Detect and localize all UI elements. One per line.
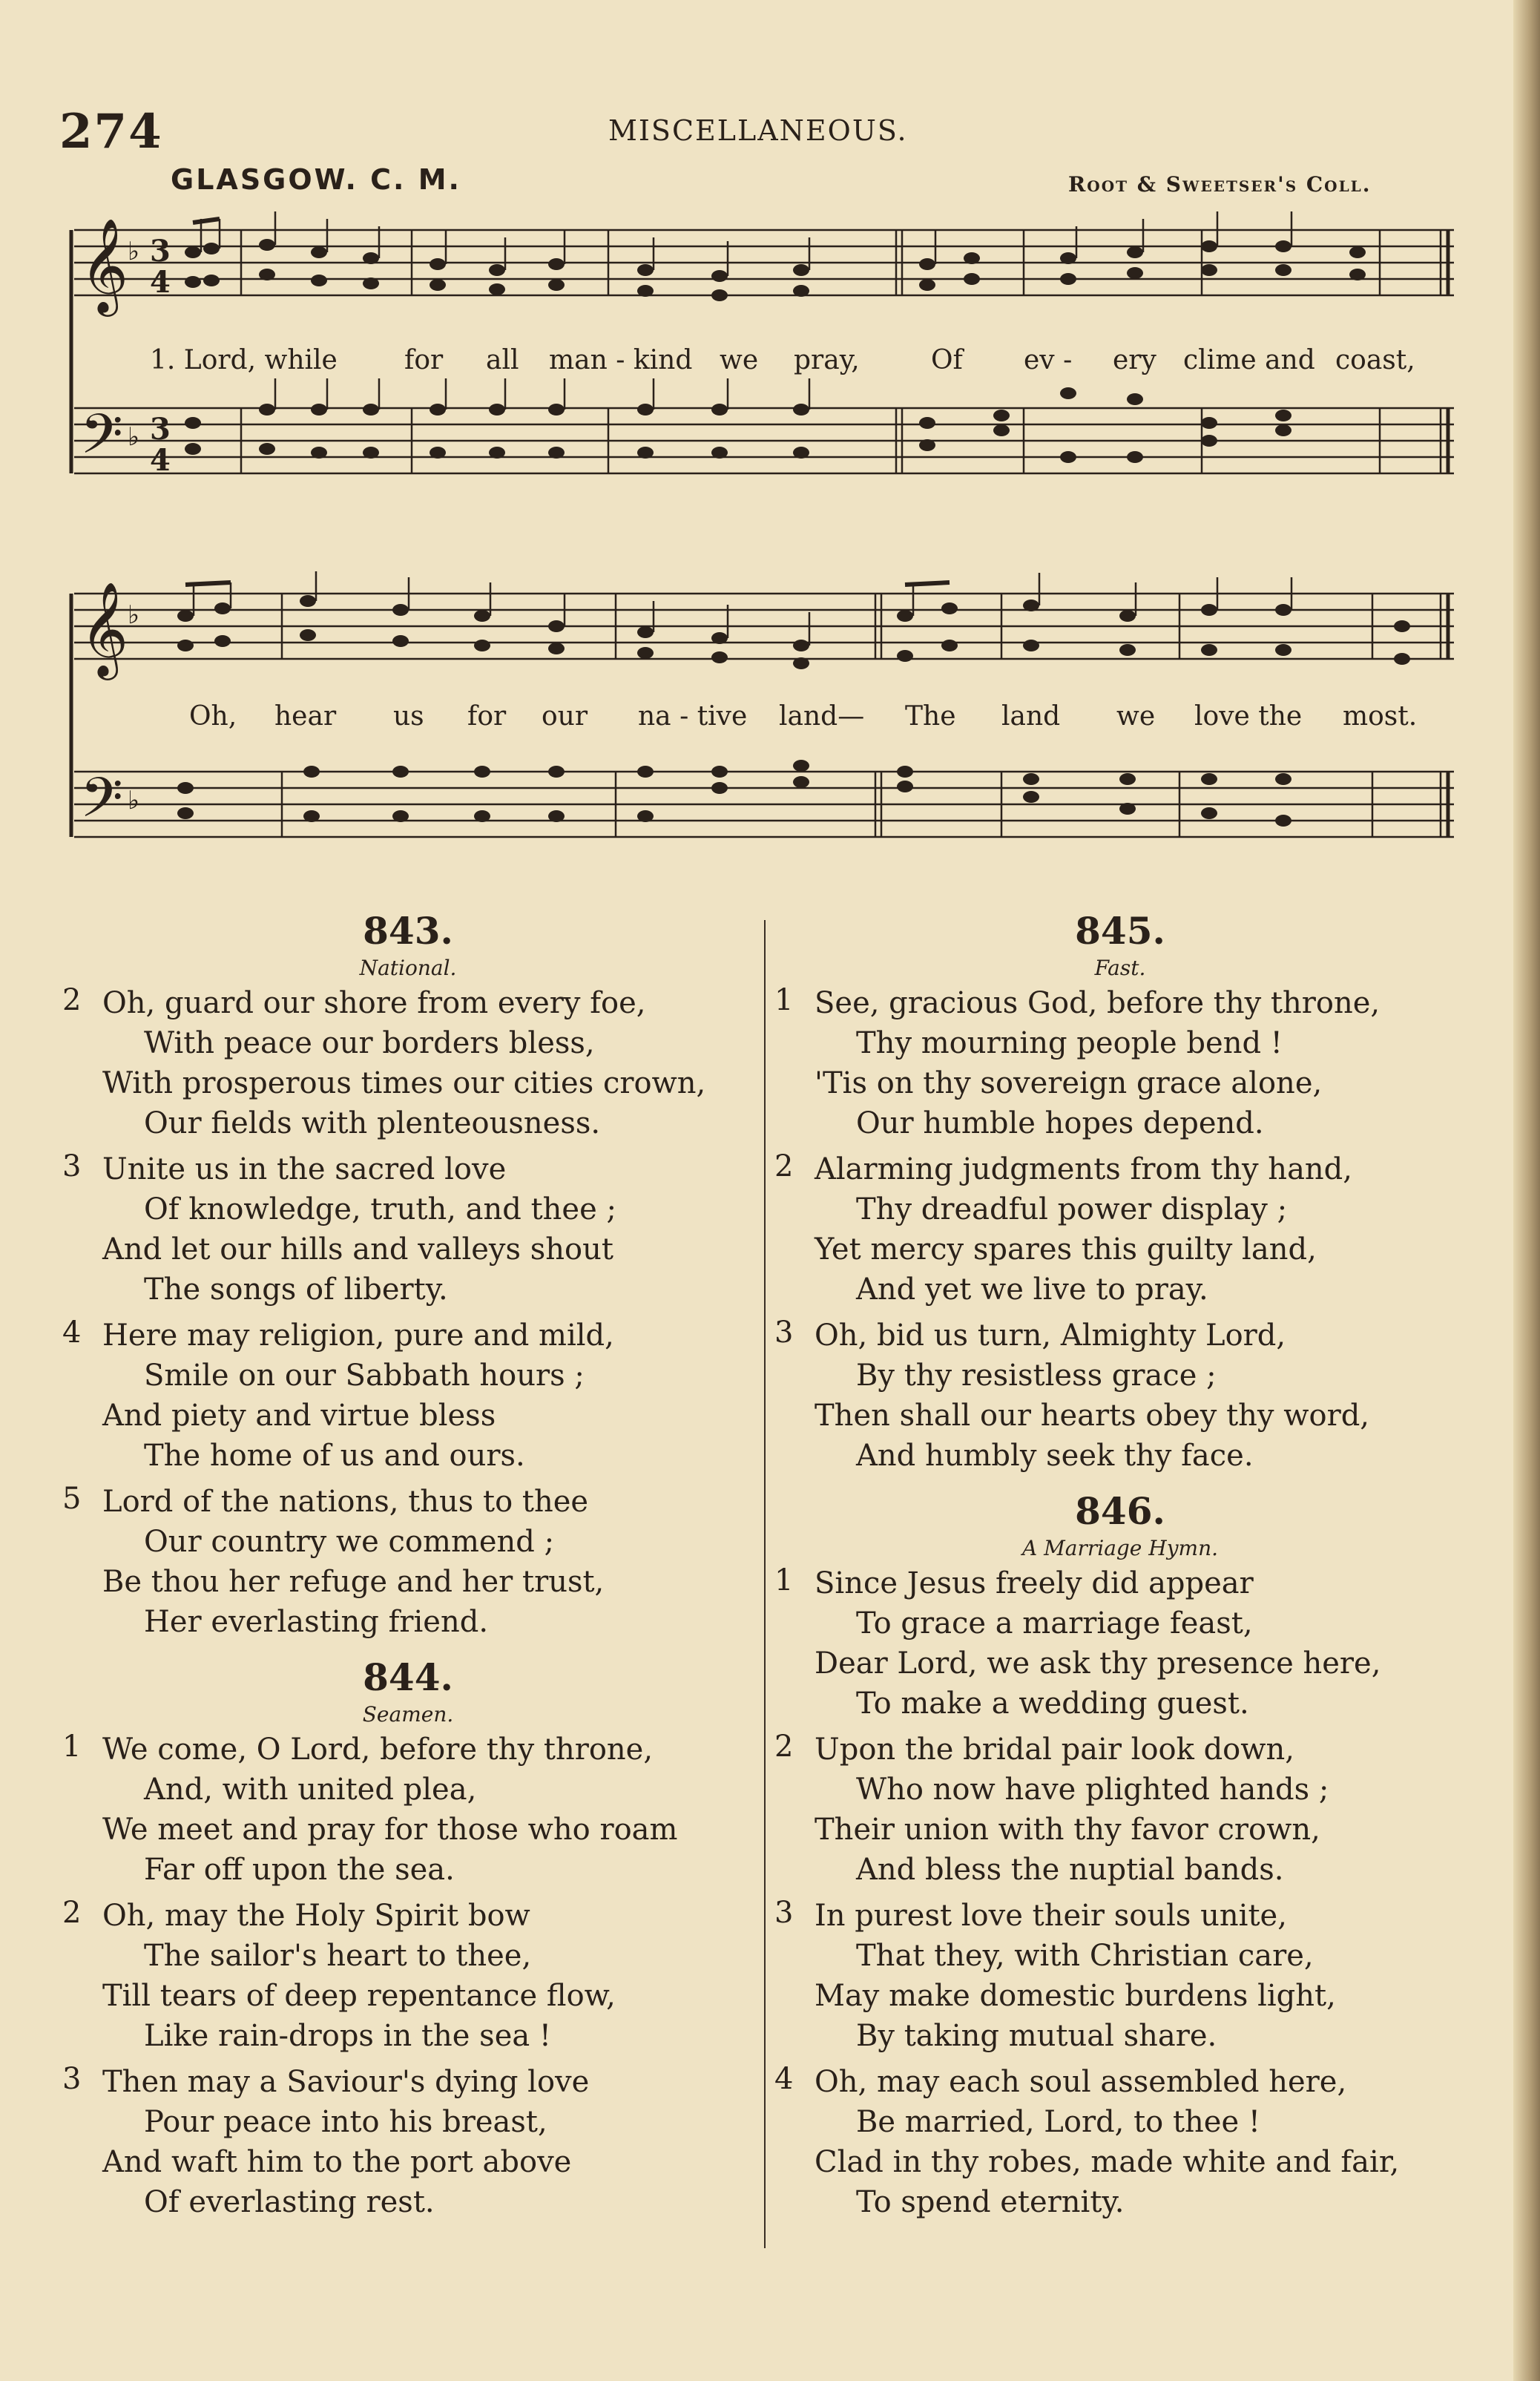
svg-text:3: 3 bbox=[150, 412, 171, 447]
hymn-subtitle: Seamen. bbox=[362, 1702, 454, 1727]
lyric-syllable: Oh, bbox=[189, 701, 237, 732]
svg-text:𝄞: 𝄞 bbox=[80, 581, 129, 676]
stanza-line: Like rain-drops in the sea ! bbox=[144, 2019, 552, 2053]
stanza-line: Of knowledge, truth, and thee ; bbox=[144, 1192, 616, 1226]
stanza-number: 3 bbox=[62, 1149, 82, 1183]
lyric-syllable: for bbox=[467, 701, 507, 732]
stanza bbox=[771, 1730, 1469, 1890]
lyric-syllable: love the bbox=[1194, 701, 1303, 732]
stanza-number: 2 bbox=[774, 1730, 794, 1764]
stanza-line: With prosperous times our cities crown, bbox=[102, 1066, 706, 1100]
stanza bbox=[59, 1730, 757, 1890]
stanza-line: Of everlasting rest. bbox=[144, 2185, 435, 2219]
stanza-number: 4 bbox=[774, 2062, 794, 2096]
music-lyrics-2 bbox=[67, 701, 1461, 738]
stanza bbox=[771, 1316, 1469, 1476]
stanza-line: Till tears of deep repentance flow, bbox=[102, 1979, 616, 2013]
lyric-syllable: all bbox=[486, 345, 519, 375]
stanza-line: See, gracious God, before thy throne, bbox=[815, 986, 1381, 1020]
stanza-line: Far off upon the sea. bbox=[144, 1853, 455, 1887]
stanza bbox=[59, 1482, 757, 1642]
stanza-line: Here may religion, pure and mild, bbox=[102, 1318, 614, 1353]
stanza-line: By taking mutual share. bbox=[856, 2019, 1217, 2053]
stanza-line: By thy resistless grace ; bbox=[856, 1359, 1217, 1393]
stanza-line: Unite us in the sacred love bbox=[102, 1152, 507, 1186]
stanza-number: 1 bbox=[774, 983, 794, 1017]
lyric-syllable: land— bbox=[779, 701, 865, 732]
lyric-syllable: coast, bbox=[1335, 345, 1415, 375]
stanza-line: To spend eternity. bbox=[856, 2185, 1125, 2219]
svg-text:♭: ♭ bbox=[128, 422, 140, 452]
lyric-syllable: hear bbox=[274, 701, 337, 732]
stanza bbox=[771, 983, 1469, 1143]
lyric-syllable: we bbox=[720, 345, 759, 375]
tune-title: GLASGOW. C. M. bbox=[171, 163, 461, 196]
stanza-line: Be thou her refuge and her trust, bbox=[102, 1565, 605, 1599]
hymn-number: 845. bbox=[1075, 909, 1165, 953]
stanza-line: Our country we commend ; bbox=[144, 1525, 555, 1559]
hymn-843 bbox=[59, 909, 757, 1642]
stanza-line: Clad in thy robes, made white and fair, bbox=[815, 2145, 1400, 2179]
stanza-line: And let our hills and valleys shout bbox=[102, 1232, 613, 1267]
hymn-subtitle: A Marriage Hymn. bbox=[1021, 1536, 1219, 1560]
music-system-1 bbox=[67, 208, 1461, 519]
stanza-line: In purest love their souls unite, bbox=[815, 1899, 1287, 1933]
left-column bbox=[59, 909, 757, 2236]
stanza-line: Dear Lord, we ask thy presence here, bbox=[815, 1646, 1381, 1681]
stanza-line: That they, with Christian care, bbox=[856, 1939, 1314, 1973]
lyric-syllable: we bbox=[1116, 701, 1156, 732]
stanza-line: The sailor's heart to thee, bbox=[144, 1939, 532, 1973]
lyric-syllable: The bbox=[905, 701, 956, 732]
page-header bbox=[59, 104, 1454, 163]
stanza-line: 'Tis on thy sovereign grace alone, bbox=[815, 1066, 1323, 1100]
stanza-number: 1 bbox=[774, 1563, 794, 1597]
stanza-number: 3 bbox=[774, 1896, 794, 1930]
stanza-line: Then shall our hearts obey thy word, bbox=[815, 1399, 1370, 1433]
stanza-line: Our fields with plenteousness. bbox=[144, 1106, 601, 1140]
stanza-line: Thy mourning people bend ! bbox=[856, 1026, 1283, 1060]
stanza-line: We meet and pray for those who roam bbox=[102, 1813, 678, 1847]
tune-source: Root & Sweetser's Coll. bbox=[1068, 172, 1372, 197]
stanza bbox=[59, 1316, 757, 1476]
stanza-line: Since Jesus freely did appear bbox=[815, 1566, 1254, 1600]
lyric-syllable: ev - bbox=[1024, 345, 1073, 375]
stanza-line: And piety and virtue bless bbox=[102, 1399, 496, 1433]
stanza bbox=[59, 1149, 757, 1310]
stanza bbox=[59, 1896, 757, 2056]
page-number: 274 bbox=[59, 104, 163, 160]
stanza bbox=[771, 1149, 1469, 1310]
stanza-line: To grace a marriage feast, bbox=[856, 1606, 1253, 1641]
stanza-line: And, with united plea, bbox=[144, 1773, 477, 1807]
stanza-line: To make a wedding guest. bbox=[856, 1687, 1249, 1721]
stanza-line: May make domestic burdens light, bbox=[815, 1979, 1336, 2013]
stanza-number: 5 bbox=[62, 1482, 82, 1516]
column-divider bbox=[764, 920, 766, 2248]
stanza bbox=[771, 1563, 1469, 1724]
stanza bbox=[59, 2062, 757, 2222]
stanza-number: 2 bbox=[62, 1896, 82, 1930]
stanza-line: Thy dreadful power display ; bbox=[856, 1192, 1288, 1226]
stanza-line: And bless the nuptial bands. bbox=[856, 1853, 1284, 1887]
music-system-2 bbox=[67, 564, 1461, 890]
hymn-subtitle: Fast. bbox=[1094, 956, 1146, 980]
right-column bbox=[771, 909, 1469, 2236]
stanza-line: And yet we live to pray. bbox=[856, 1272, 1208, 1307]
stanza-line: Our humble hopes depend. bbox=[856, 1106, 1264, 1140]
stanza-line: Pour peace into his breast, bbox=[144, 2105, 547, 2139]
music-lyrics-1 bbox=[67, 345, 1461, 382]
svg-text:𝄞: 𝄞 bbox=[80, 217, 129, 312]
stanza-line: Oh, bid us turn, Almighty Lord, bbox=[815, 1318, 1286, 1353]
stanza-line: Be married, Lord, to thee ! bbox=[856, 2105, 1260, 2139]
svg-text:♭: ♭ bbox=[128, 786, 140, 815]
lyric-syllable: clime and bbox=[1183, 345, 1315, 375]
lyric-syllable: pray, bbox=[794, 345, 860, 375]
lyric-syllable: land bbox=[1001, 701, 1061, 732]
svg-text:4: 4 bbox=[150, 265, 171, 300]
stanza-line: Then may a Saviour's dying love bbox=[102, 2065, 590, 2099]
stanza-line: Oh, may each soul assembled here, bbox=[815, 2065, 1347, 2099]
page-edge bbox=[1513, 0, 1540, 2381]
stanza-line: Their union with thy favor crown, bbox=[815, 1813, 1320, 1847]
stanza-line: Oh, guard our shore from every foe, bbox=[102, 986, 646, 1020]
lyric-syllable: 1. Lord, while bbox=[150, 345, 338, 375]
svg-text:♭: ♭ bbox=[128, 600, 140, 630]
stanza-line: Her everlasting friend. bbox=[144, 1605, 489, 1639]
stanza-number: 3 bbox=[774, 1316, 794, 1350]
stanza-line: Yet mercy spares this guilty land, bbox=[815, 1232, 1317, 1267]
lyric-syllable: our bbox=[542, 701, 588, 732]
stanza-line: The home of us and ours. bbox=[144, 1439, 525, 1473]
stanza bbox=[771, 2062, 1469, 2222]
stanza-line: Lord of the nations, thus to thee bbox=[102, 1485, 589, 1519]
lyric-syllable: most. bbox=[1343, 701, 1418, 732]
stanza-number: 2 bbox=[774, 1149, 794, 1183]
svg-text:♭: ♭ bbox=[128, 237, 140, 266]
lyric-syllable: ery bbox=[1113, 345, 1156, 375]
hymn-845 bbox=[771, 909, 1469, 1476]
stanza bbox=[771, 1896, 1469, 2056]
stanza-line: With peace our borders bless, bbox=[144, 1026, 595, 1060]
svg-text:𝄢: 𝄢 bbox=[80, 766, 123, 844]
hymn-844 bbox=[59, 1655, 757, 2222]
hymn-number: 843. bbox=[363, 909, 453, 953]
stanza-line: And waft him to the port above bbox=[102, 2145, 572, 2179]
lyric-syllable: Of bbox=[931, 345, 963, 375]
stanza-line: Smile on our Sabbath hours ; bbox=[144, 1359, 585, 1393]
hymn-846 bbox=[771, 1489, 1469, 2222]
lyric-syllable: man - kind bbox=[549, 345, 693, 375]
stanza-line: Oh, may the Holy Spirit bow bbox=[102, 1899, 530, 1933]
stanza-line: The songs of liberty. bbox=[144, 1272, 448, 1307]
stanza-number: 3 bbox=[62, 2062, 82, 2096]
stanza-line: We come, O Lord, before thy throne, bbox=[102, 1733, 654, 1767]
stanza-number: 4 bbox=[62, 1316, 82, 1350]
svg-text:4: 4 bbox=[150, 443, 171, 478]
stanza bbox=[59, 983, 757, 1143]
stanza-line: Upon the bridal pair look down, bbox=[815, 1733, 1294, 1767]
svg-text:3: 3 bbox=[150, 234, 171, 269]
svg-text:𝄢: 𝄢 bbox=[80, 402, 123, 480]
stanza-line: And humbly seek thy face. bbox=[856, 1439, 1254, 1473]
hymn-number: 844. bbox=[363, 1655, 453, 1699]
stanza-number: 1 bbox=[62, 1730, 82, 1764]
lyric-syllable: for bbox=[404, 345, 444, 375]
stanza-line: Alarming judgments from thy hand, bbox=[815, 1152, 1352, 1186]
stanza-number: 2 bbox=[62, 983, 82, 1017]
lyric-syllable: na - tive bbox=[638, 701, 748, 732]
hymn-subtitle: National. bbox=[359, 956, 457, 980]
stanza-line: Who now have plighted hands ; bbox=[856, 1773, 1329, 1807]
hymn-number: 846. bbox=[1075, 1489, 1165, 1533]
lyric-syllable: us bbox=[393, 701, 424, 732]
running-head: MISCELLANEOUS. bbox=[608, 114, 908, 147]
